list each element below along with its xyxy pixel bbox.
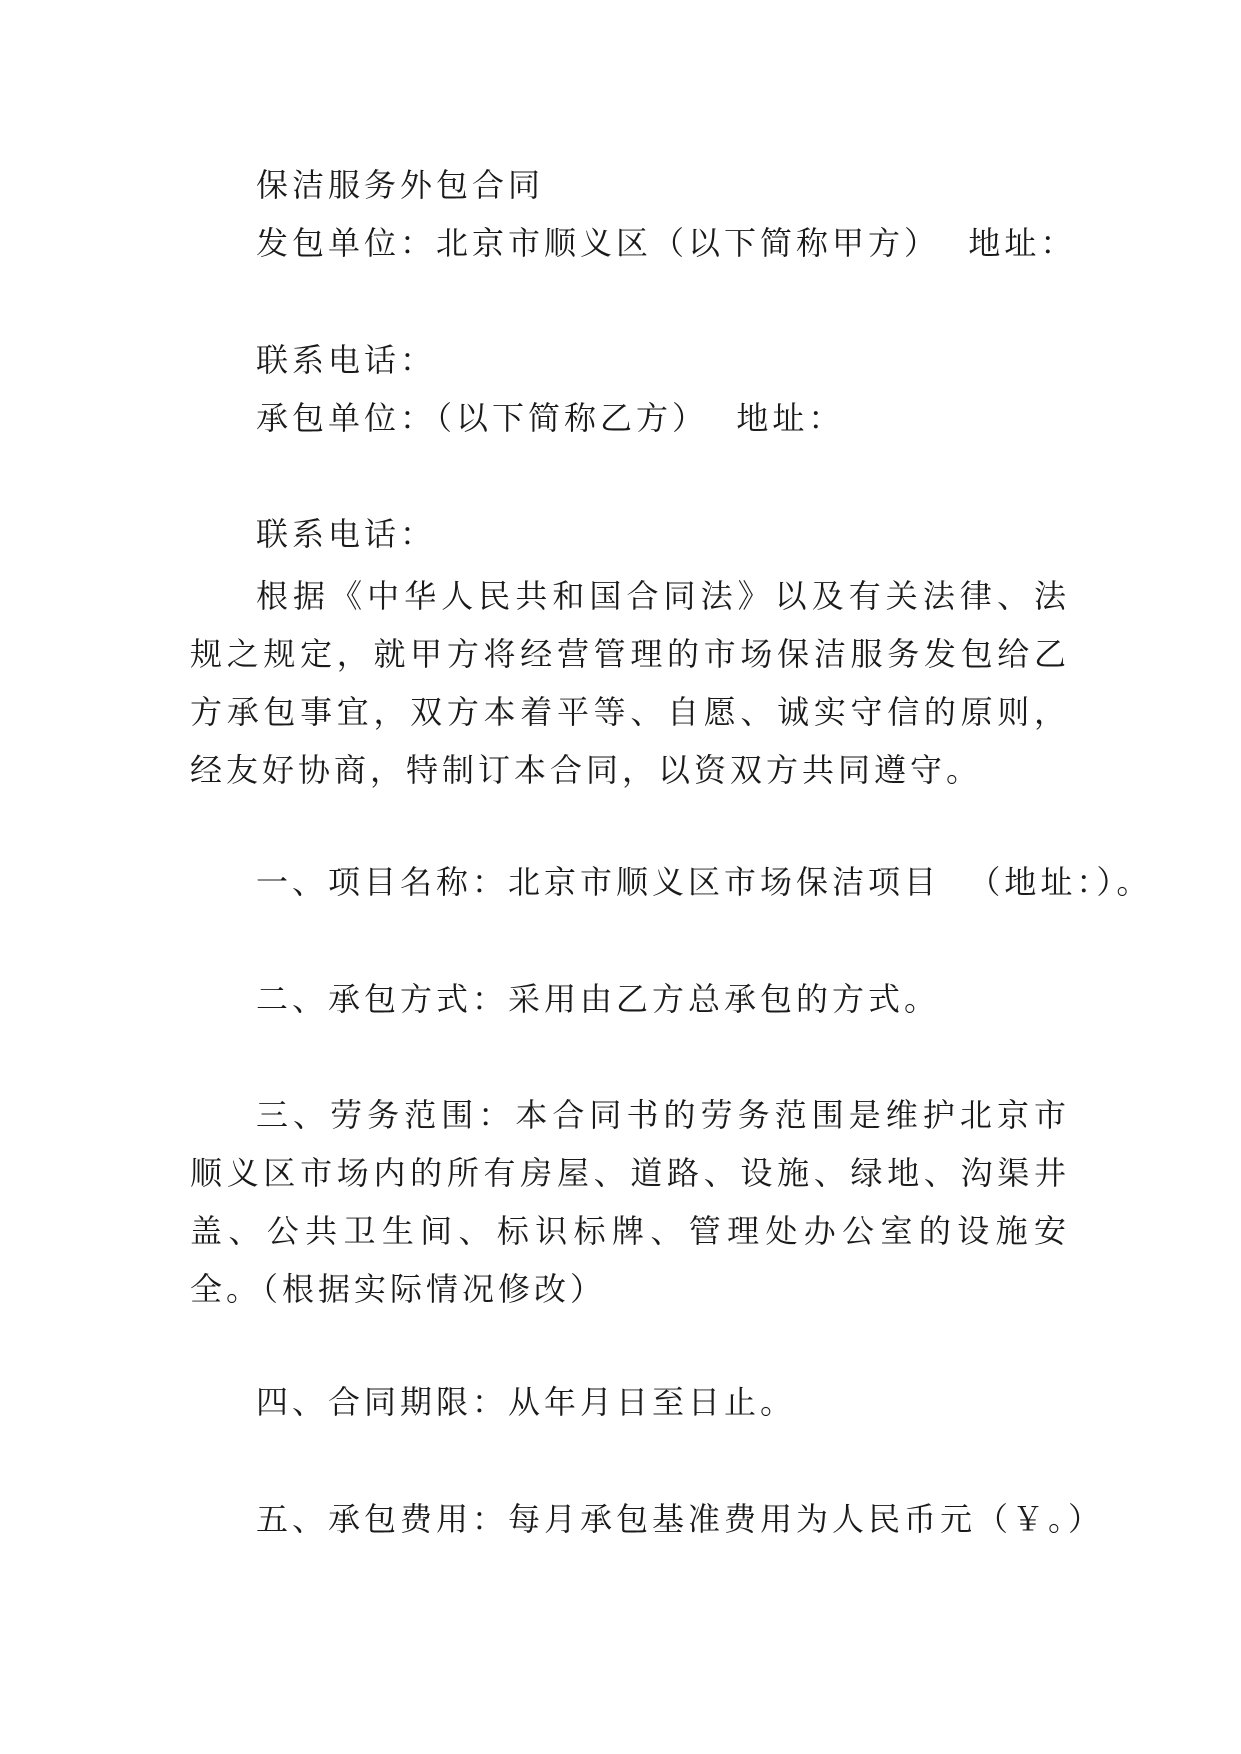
document-title: 保洁服务外包合同 [256,166,545,204]
clause-project-name: 一、项目名称：北京市顺义区市场保洁项目 （地址：）。 [256,863,1153,901]
clause-contract-fee: 五、承包费用：每月承包基准费用为人民币元（￥。） [256,1500,1105,1538]
clause-service-scope: 三、劳务范围：本合同书的劳务范围是维护北京市顺义区市场内的所有房屋、道路、设施、绿地、沟渠井盖、公共卫生间、标识标牌、管理处办公室的设施安全。（根据实际情况修改） [190,1096,1070,1308]
intro-paragraph: 根据《中华人民共和国合同法》以及有关法律、法规之规定，就甲方将经营管理的市场保洁服务发包给乙方承包事宜，双方本着平等、自愿、诚实守信的原则，经友好协商，特制订本合同，以资双方共同遵守。 [190,577,1070,789]
clause-contract-method: 二、承包方式：采用由乙方总承包的方式。 [256,980,941,1018]
clause-contract-term: 四、合同期限：从年月日至日止。 [256,1383,797,1421]
contractor-phone-line: 联系电话： [256,515,437,553]
employer-line: 发包单位：北京市顺义区（以下简称甲方） 地址： [256,224,1077,262]
employer-phone-line: 联系电话： [256,341,437,379]
contractor-line: 承包单位：（以下简称乙方） 地址： [256,399,845,437]
